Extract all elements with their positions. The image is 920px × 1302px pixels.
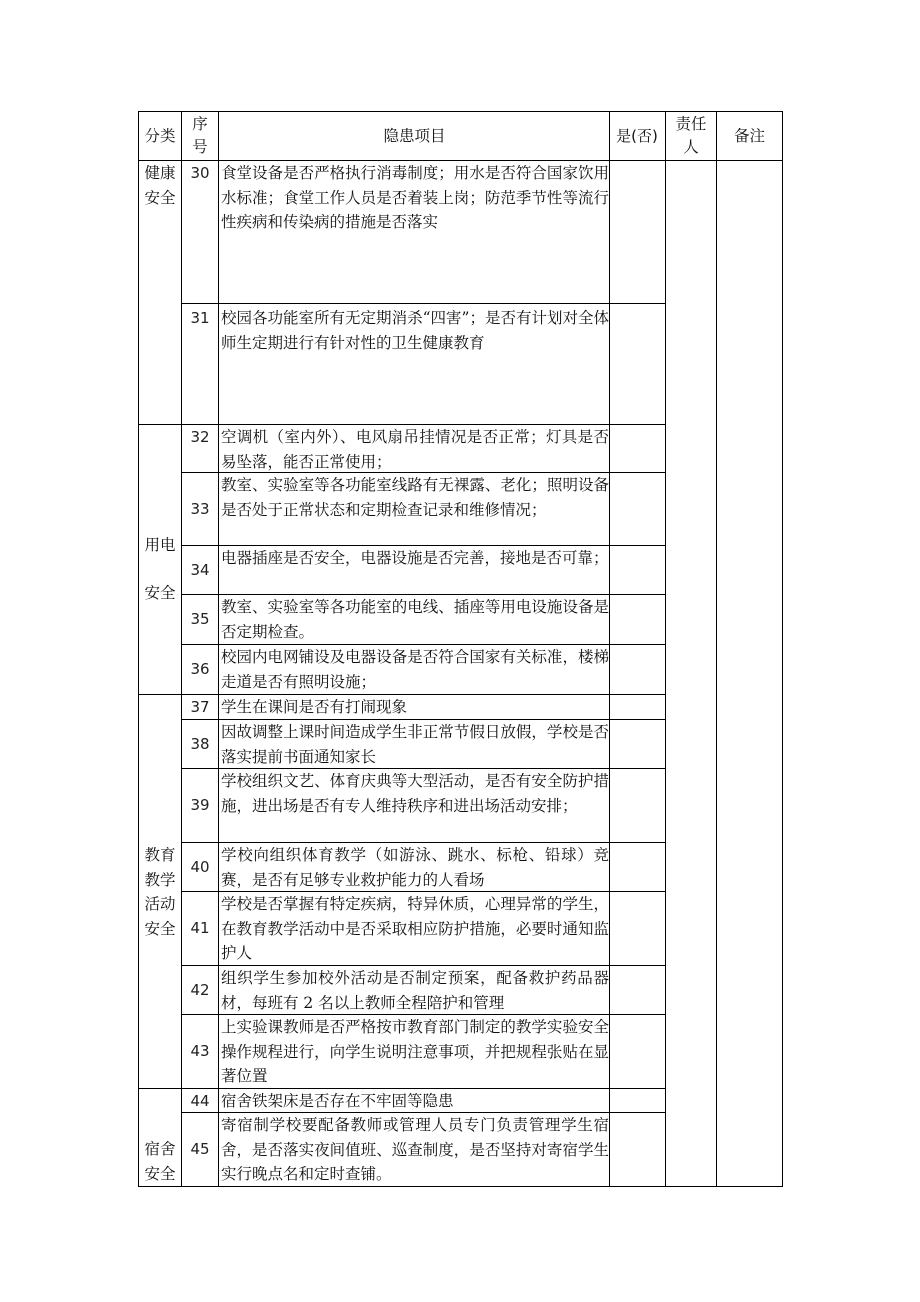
category-dorm-safety <box>139 1137 181 1186</box>
row-item-text: 因故调整上课时间造成学生非正常节假日放假，学校是否落实提前书面通知家长 <box>221 723 609 766</box>
category-line: 安全 <box>144 584 176 602</box>
table-border <box>782 111 783 1187</box>
row-number: 45 <box>190 1140 210 1158</box>
category-line: 安全 <box>144 1164 176 1183</box>
header-seq: 序号 <box>192 115 208 156</box>
row-item-text: 宿舍铁架床是否存在不牢固等隐患 <box>221 1092 454 1110</box>
category-line: 安全 <box>144 919 176 938</box>
row-item-text: 学校向组织体育教学（如游泳、跳水、标枪、铅球）竞赛，是否有足够专业救护能力的人看场 <box>221 846 609 889</box>
row-number: 38 <box>190 735 210 753</box>
row-item-text: 学生在课间是否有打闹现象 <box>221 698 408 716</box>
table-rule <box>181 594 666 595</box>
row-number: 43 <box>190 1042 210 1060</box>
row-number: 35 <box>190 610 210 628</box>
table-rule <box>181 1014 666 1015</box>
table-rule <box>716 111 717 1187</box>
row-number: 36 <box>190 660 210 678</box>
table-rule <box>181 1112 666 1113</box>
table-rule <box>181 891 666 892</box>
row-number: 42 <box>190 981 210 999</box>
row-number: 30 <box>190 164 210 182</box>
row-number: 44 <box>190 1092 210 1110</box>
table-border <box>138 111 139 1187</box>
table-rule <box>181 719 666 720</box>
row-item-text: 电器插座是否安全，电器设施是否完善，接地是否可靠； <box>221 549 609 567</box>
row-item-text: 组织学生参加校外活动是否制定预案，配备救护药品器材，每班有 2 名以上教师全程陪护和管理 <box>221 969 609 1012</box>
table-rule <box>665 111 666 1187</box>
table-border <box>138 1186 783 1187</box>
row-number: 32 <box>190 428 210 446</box>
table-rule <box>181 472 666 473</box>
row-item-text: 校园内电网铺设及电器设备是否符合国家有关标准，楼梯走道是否有照明设施； <box>221 648 609 691</box>
table-rule <box>181 644 666 645</box>
row-number: 33 <box>190 500 210 518</box>
row-number: 41 <box>190 919 210 937</box>
category-line: 活动 <box>144 895 176 913</box>
row-number: 34 <box>190 561 210 579</box>
row-item-text: 寄宿制学校要配备教师或管理人员专门负责管理学生宿舍，是否落实夜间值班、巡查制度，是否坚持对寄宿学生实行晚点名和定时查铺。 <box>221 1116 609 1183</box>
table-rule <box>181 111 182 1187</box>
table-rule <box>138 160 783 161</box>
table-rule <box>218 111 219 1187</box>
row-number: 31 <box>190 309 210 327</box>
category-teaching-activity-safety <box>139 843 181 941</box>
category-line: 宿舍 <box>144 1140 176 1158</box>
header-owner: 责任人 <box>675 115 707 156</box>
category-line: 健康 <box>144 164 176 182</box>
row-item-text: 空调机（室内外）、电风扇吊挂情况是否正常；灯具是否易坠落，能否正常使用； <box>221 428 609 471</box>
header-yes-no: 是(否) <box>616 127 658 145</box>
row-item-text: 教室、实验室等各功能室的电线、插座等用电设施设备是否定期检查。 <box>221 598 609 641</box>
category-line: 教育 <box>144 846 176 864</box>
row-item-text: 学校组织文艺、体育庆典等大型活动，是否有安全防护措施，进出场是否有专人维持秩序和进出场活动安排； <box>221 772 609 815</box>
row-item-text: 教室、实验室等各功能室线路有无裸露、老化；照明设备是否处于正常状态和定期检查记录和维修情况； <box>221 476 609 519</box>
table-rule <box>181 768 666 769</box>
category-electric-safety <box>139 521 181 617</box>
category-line: 用电 <box>144 536 176 554</box>
table-rule <box>181 545 666 546</box>
table-border <box>138 111 783 112</box>
table-rule <box>181 303 666 304</box>
header-category: 分类 <box>144 127 176 145</box>
header-item: 隐患项目 <box>383 127 446 145</box>
header-remarks: 备注 <box>733 127 765 145</box>
category-line: 安全 <box>144 188 176 207</box>
category-line: 教学 <box>144 870 176 889</box>
table-rule <box>181 842 666 843</box>
table-rule <box>181 965 666 966</box>
row-number: 40 <box>190 858 210 876</box>
row-number: 37 <box>190 698 210 716</box>
row-item-text: 上实验课教师是否严格按市教育部门制定的教学实验安全操作规程进行，向学生说明注意事项，并把规程张贴在显著位置 <box>221 1018 609 1085</box>
row-item-text: 食堂设备是否严格执行消毒制度；用水是否符合国家饮用水标准；食堂工作人员是否着装上岗；防范季节性等流行性疾病和传染病的措施是否落实 <box>221 164 609 231</box>
row-item-text: 校园各功能室所有无定期消杀“四害”；是否有计划对全体师生定期进行有针对性的卫生健康教育 <box>221 309 609 352</box>
row-number: 39 <box>190 796 210 814</box>
table-rule <box>609 111 610 1187</box>
row-item-text: 学校是否掌握有特定疾病，特异休质，心理异常的学生，在教育教学活动中是否采取相应防护措施，必要时通知监护人 <box>221 895 609 962</box>
category-health-safety <box>139 161 181 210</box>
